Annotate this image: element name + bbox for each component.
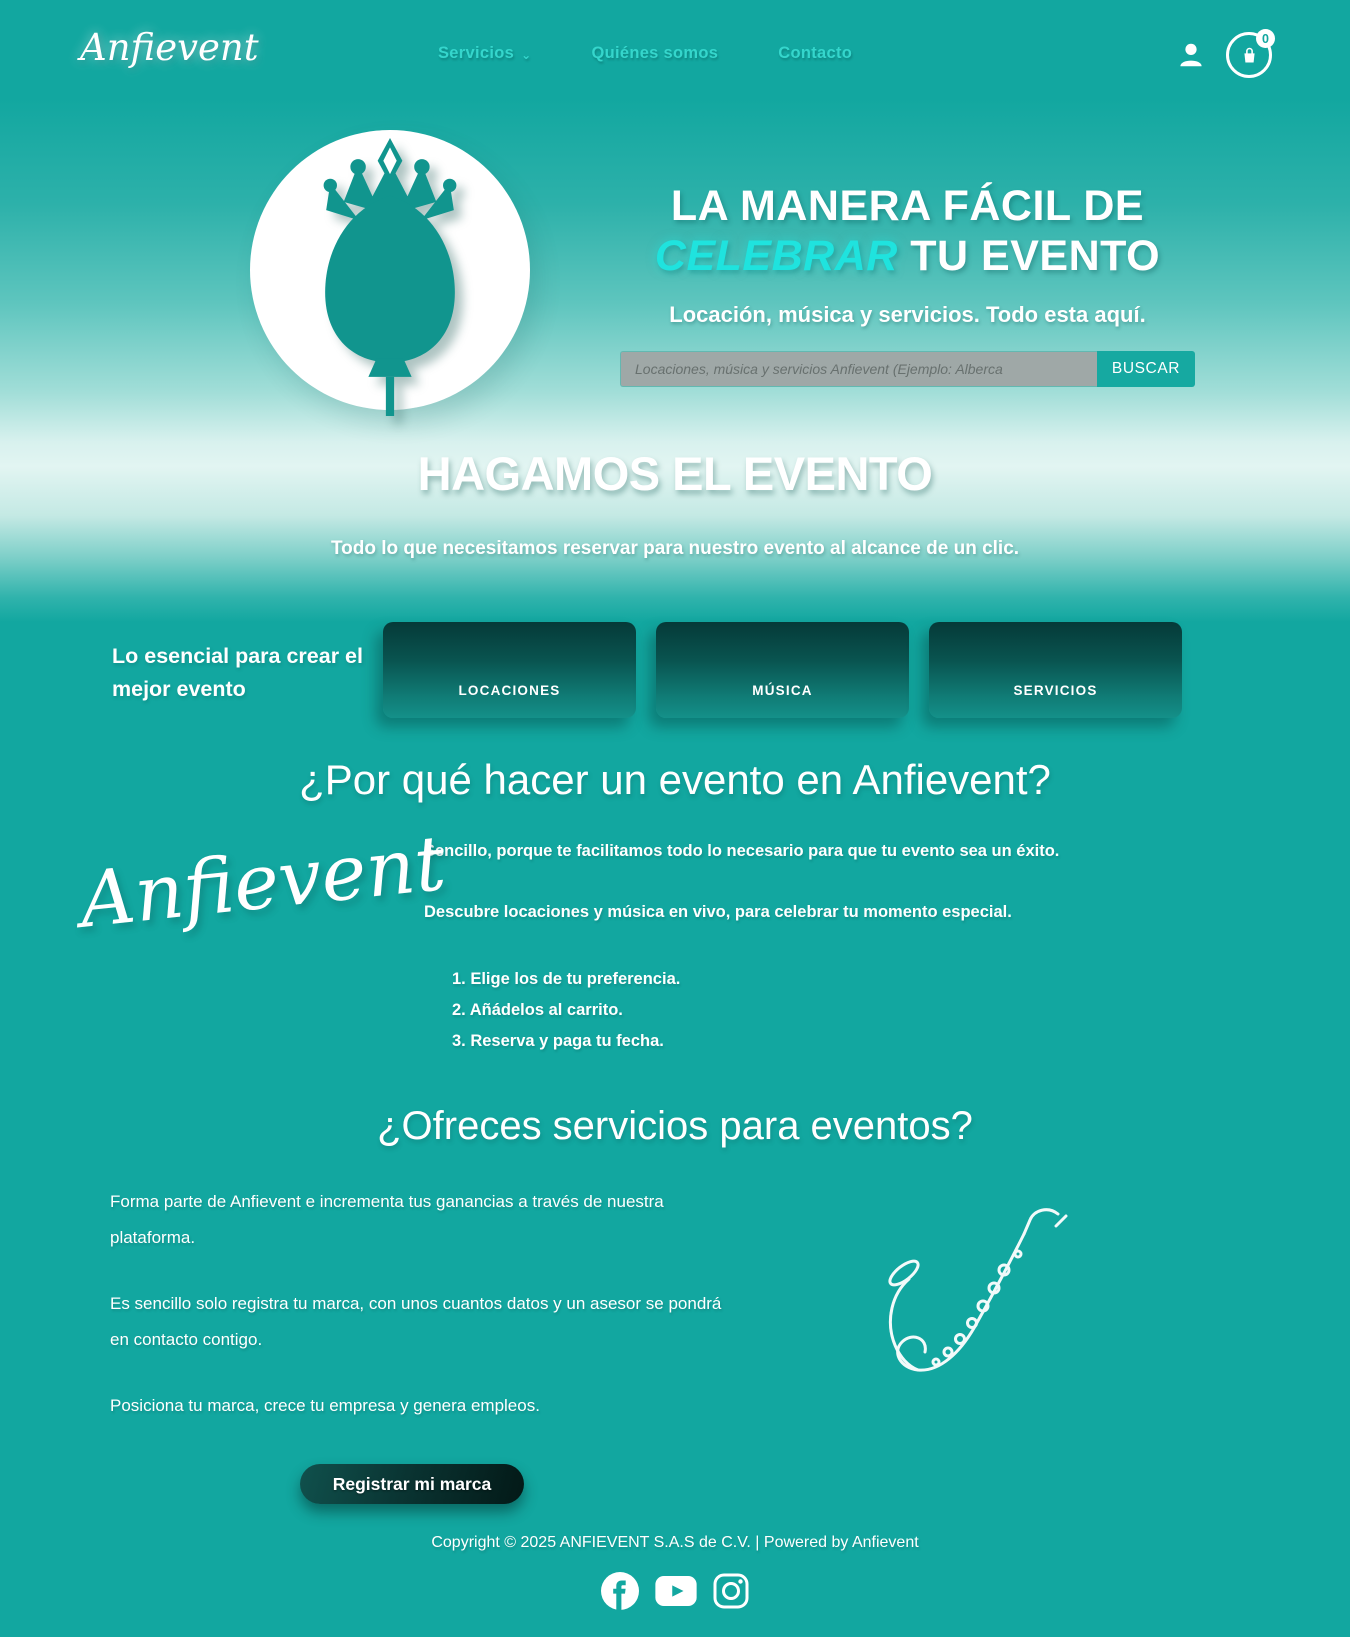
hero-subtitle: Locación, música y servicios. Todo esta aquí. — [669, 301, 1146, 327]
footer-copyright: Copyright © 2025 ANFIEVENT S.A.S de C.V. | Powered by Anfievent — [431, 1534, 919, 1551]
nav-item-quienes-somos[interactable]: Quiénes somos — [591, 44, 719, 62]
cart-count-badge: 0 — [1256, 29, 1275, 48]
card-musica[interactable] — [656, 622, 909, 718]
nav-item-label: Servicios — [438, 44, 515, 62]
cart-button[interactable] — [1226, 32, 1272, 78]
event-section-title: HAGAMOS EL EVENTO — [417, 447, 933, 500]
offer-paragraph-1: Forma parte de Anfievent e incrementa tus ganancias a través de nuestra plataforma. — [110, 1192, 664, 1247]
social-links — [0, 1572, 1350, 1615]
essentials-aside-text: Lo esencial para crear el mejor evento — [112, 644, 363, 702]
search-button[interactable]: BUSCAR — [1097, 351, 1195, 387]
brand-logo[interactable]: Anfievent — [80, 26, 259, 69]
card-label: SERVICIOS — [1013, 683, 1098, 698]
facebook-icon[interactable] — [601, 1572, 639, 1615]
hero-title — [620, 182, 1195, 282]
why-section-body — [424, 842, 1144, 1057]
search-bar — [620, 351, 1195, 387]
offer-paragraph-2: Es sencillo solo registra tu marca, con unos cuantos datos y un asesor se pondrá en contacto contigo. — [110, 1294, 722, 1349]
step-item-1: 1. Elige los de tu preferencia. — [452, 970, 681, 988]
step-item-3: 3. Reserva y paga tu fecha. — [452, 1032, 664, 1050]
why-paragraph-1: Sencillo, porque te facilitamos todo lo necesario para que tu evento sea un éxito. — [424, 842, 1060, 860]
why-paragraph-2: Descubre locaciones y música en vivo, para celebrar tu momento especial. — [424, 903, 1012, 921]
card-label: LOCACIONES — [458, 683, 561, 698]
user-account-icon[interactable] — [1176, 40, 1206, 70]
nav-item-servicios[interactable] — [438, 44, 531, 63]
hero-content — [620, 182, 1195, 387]
anfievent-script-logo: Anfievent — [75, 817, 450, 945]
card-label: MÚSICA — [752, 683, 813, 698]
event-section-subtitle: Todo lo que necesitamos reservar para nuestro evento al alcance de un clic. — [330, 538, 1020, 559]
hero-title-line1: LA MANERA FÁCIL DE — [670, 182, 1145, 230]
shopping-bag-icon — [1239, 45, 1260, 66]
nav-item-contacto[interactable]: Contacto — [778, 44, 853, 62]
card-servicios[interactable] — [929, 622, 1182, 718]
instagram-icon[interactable] — [713, 1573, 749, 1614]
category-cards — [383, 622, 1182, 718]
register-brand-button[interactable]: Registrar mi marca — [300, 1464, 524, 1504]
card-locaciones[interactable] — [383, 622, 636, 718]
crowned-balloon-icon — [287, 136, 493, 416]
search-input[interactable] — [620, 351, 1097, 387]
header-icons — [1176, 32, 1272, 78]
hero-title-line2 — [620, 232, 1195, 282]
hero-title-highlight: CELEBRAR — [654, 231, 898, 280]
main-nav — [438, 44, 852, 63]
step-item-2: 2. Añádelos al carrito. — [452, 1001, 623, 1019]
balloon-logo-badge — [250, 130, 530, 410]
saxophone-illustration — [852, 1196, 1082, 1401]
chevron-down-icon: ⌄ — [521, 48, 532, 62]
offer-section-title: ¿Ofreces servicios para eventos? — [377, 1104, 973, 1148]
steps-list — [452, 964, 1144, 1057]
offer-paragraph-3: Posiciona tu marca, crece tu empresa y genera empleos. — [110, 1396, 540, 1415]
why-section-title: ¿Por qué hacer un evento en Anfievent? — [299, 756, 1051, 803]
youtube-icon[interactable] — [655, 1576, 697, 1611]
hero-title-line2-rest: TU EVENTO — [910, 231, 1161, 280]
offer-section-body — [110, 1184, 725, 1454]
